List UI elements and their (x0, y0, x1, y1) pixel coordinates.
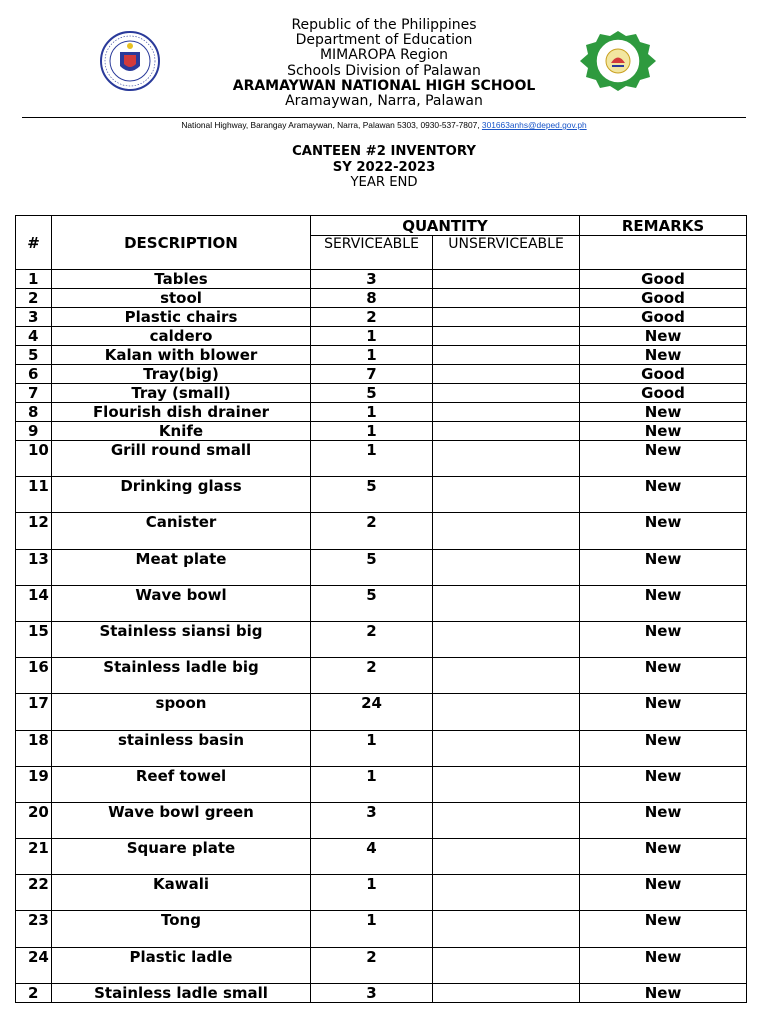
header-serviceable: SERVICEABLE (311, 236, 433, 270)
row-number: 2 (16, 289, 52, 308)
row-serviceable: 1 (311, 730, 433, 766)
table-row (16, 270, 747, 289)
row-remarks: New (580, 346, 747, 365)
row-serviceable: 5 (311, 549, 433, 585)
row-number: 15 (16, 621, 52, 657)
row-description: Kawali (52, 875, 311, 911)
row-unserviceable (433, 549, 580, 585)
table-row (16, 384, 747, 403)
row-unserviceable (433, 730, 580, 766)
row-number: 1 (16, 270, 52, 289)
row-remarks: New (580, 983, 747, 1002)
row-unserviceable (433, 513, 580, 549)
table-row (16, 403, 747, 422)
row-remarks: New (580, 947, 747, 983)
row-serviceable: 5 (311, 585, 433, 621)
row-serviceable: 8 (311, 289, 433, 308)
header-description: DESCRIPTION (52, 216, 311, 270)
header-line-division: Schools Division of Palawan (287, 62, 481, 79)
row-number: 13 (16, 549, 52, 585)
address-text: National Highway, Barangay Aramaywan, Narra, Palawan 5303, 0930-537-7807, (181, 120, 480, 130)
row-description: Stainless siansi big (52, 621, 311, 657)
row-description: Wave bowl green (52, 802, 311, 838)
row-number: 16 (16, 658, 52, 694)
row-remarks: New (580, 621, 747, 657)
document-title (0, 144, 768, 191)
row-number: 23 (16, 911, 52, 947)
row-remarks: Good (580, 308, 747, 327)
row-number: 5 (16, 346, 52, 365)
row-serviceable: 2 (311, 621, 433, 657)
row-number: 2 (16, 983, 52, 1002)
row-serviceable: 3 (311, 270, 433, 289)
row-number: 3 (16, 308, 52, 327)
row-remarks: New (580, 730, 747, 766)
table-row (16, 422, 747, 441)
row-serviceable: 1 (311, 422, 433, 441)
row-description: Kalan with blower (52, 346, 311, 365)
email-link[interactable]: 301663anhs@deped.gov.ph (481, 120, 587, 130)
row-serviceable: 1 (311, 346, 433, 365)
row-description: Tables (52, 270, 311, 289)
row-description: Stainless ladle big (52, 658, 311, 694)
row-description: caldero (52, 327, 311, 346)
table-row (16, 802, 747, 838)
row-serviceable: 24 (311, 694, 433, 730)
row-description: Knife (52, 422, 311, 441)
row-unserviceable (433, 911, 580, 947)
row-unserviceable (433, 694, 580, 730)
header-line-department: Department of Education (295, 32, 473, 49)
row-number: 4 (16, 327, 52, 346)
row-unserviceable (433, 441, 580, 477)
table-row (16, 513, 747, 549)
row-unserviceable (433, 365, 580, 384)
letterhead (0, 18, 768, 109)
table-row (16, 658, 747, 694)
row-unserviceable (433, 308, 580, 327)
row-remarks: New (580, 549, 747, 585)
table-row (16, 327, 747, 346)
table-row (16, 308, 747, 327)
table-row (16, 621, 747, 657)
row-description: Wave bowl (52, 585, 311, 621)
row-serviceable: 1 (311, 875, 433, 911)
table-row (16, 947, 747, 983)
row-remarks: New (580, 477, 747, 513)
table-row (16, 839, 747, 875)
row-unserviceable (433, 658, 580, 694)
row-unserviceable (433, 947, 580, 983)
header-unserviceable: UNSERVICEABLE (433, 236, 580, 270)
row-remarks: New (580, 403, 747, 422)
row-description: Grill round small (52, 441, 311, 477)
row-unserviceable (433, 422, 580, 441)
row-remarks: Good (580, 365, 747, 384)
title-period: YEAR END (350, 175, 418, 190)
row-description: Meat plate (52, 549, 311, 585)
header-divider (22, 117, 746, 118)
row-remarks: Good (580, 384, 747, 403)
row-serviceable: 1 (311, 403, 433, 422)
row-description: stainless basin (52, 730, 311, 766)
row-description: Tray(big) (52, 365, 311, 384)
table-row (16, 911, 747, 947)
table-row (16, 365, 747, 384)
row-serviceable: 5 (311, 384, 433, 403)
row-unserviceable (433, 585, 580, 621)
row-description: Reef towel (52, 766, 311, 802)
row-serviceable: 5 (311, 477, 433, 513)
row-serviceable: 1 (311, 441, 433, 477)
inventory-table (15, 215, 747, 1003)
row-unserviceable (433, 983, 580, 1002)
row-serviceable: 7 (311, 365, 433, 384)
row-serviceable: 3 (311, 983, 433, 1002)
table-row (16, 983, 747, 1002)
row-number: 17 (16, 694, 52, 730)
table-row (16, 477, 747, 513)
row-description: Drinking glass (52, 477, 311, 513)
table-row (16, 730, 747, 766)
title-school-year: SY 2022-2023 (332, 159, 436, 175)
school-name: ARAMAYWAN NATIONAL HIGH SCHOOL (232, 77, 536, 94)
table-row (16, 441, 747, 477)
header-line-region: MIMAROPA Region (319, 47, 449, 64)
row-remarks: New (580, 802, 747, 838)
row-unserviceable (433, 875, 580, 911)
row-number: 11 (16, 477, 52, 513)
table-row (16, 875, 747, 911)
table-row (16, 289, 747, 308)
row-remarks: New (580, 422, 747, 441)
row-remarks: New (580, 658, 747, 694)
row-number: 8 (16, 403, 52, 422)
row-number: 9 (16, 422, 52, 441)
row-number: 6 (16, 365, 52, 384)
school-location: Aramaywan, Narra, Palawan (285, 93, 483, 110)
row-unserviceable (433, 403, 580, 422)
row-unserviceable (433, 802, 580, 838)
row-remarks: Good (580, 289, 747, 308)
row-unserviceable (433, 346, 580, 365)
table-row (16, 346, 747, 365)
row-serviceable: 2 (311, 308, 433, 327)
row-description: Square plate (52, 839, 311, 875)
row-unserviceable (433, 621, 580, 657)
row-number: 12 (16, 513, 52, 549)
header-num: # (16, 216, 52, 270)
row-serviceable: 1 (311, 766, 433, 802)
row-number: 14 (16, 585, 52, 621)
row-unserviceable (433, 839, 580, 875)
row-description: Plastic ladle (52, 947, 311, 983)
row-serviceable: 2 (311, 513, 433, 549)
row-number: 20 (16, 802, 52, 838)
row-description: Flourish dish drainer (52, 403, 311, 422)
row-unserviceable (433, 766, 580, 802)
row-remarks: New (580, 441, 747, 477)
row-description: Tray (small) (52, 384, 311, 403)
row-serviceable: 2 (311, 658, 433, 694)
row-remarks: New (580, 911, 747, 947)
title-inventory: CANTEEN #2 INVENTORY (292, 144, 476, 159)
header-line-republic: Republic of the Philippines (291, 17, 477, 33)
row-number: 22 (16, 875, 52, 911)
row-remarks: Good (580, 270, 747, 289)
row-remarks: New (580, 327, 747, 346)
row-unserviceable (433, 477, 580, 513)
table-row (16, 585, 747, 621)
row-remarks: New (580, 513, 747, 549)
row-serviceable: 3 (311, 802, 433, 838)
header-remarks: REMARKS (580, 216, 747, 236)
row-remarks: New (580, 694, 747, 730)
row-description: Canister (52, 513, 311, 549)
row-description: Stainless ladle small (52, 983, 311, 1002)
row-unserviceable (433, 270, 580, 289)
row-number: 18 (16, 730, 52, 766)
row-unserviceable (433, 327, 580, 346)
header-remarks-blank (580, 236, 747, 270)
table-row (16, 766, 747, 802)
row-serviceable: 4 (311, 839, 433, 875)
row-number: 19 (16, 766, 52, 802)
row-number: 21 (16, 839, 52, 875)
row-remarks: New (580, 875, 747, 911)
row-remarks: New (580, 839, 747, 875)
inventory-body (16, 270, 747, 1003)
row-description: stool (52, 289, 311, 308)
row-unserviceable (433, 289, 580, 308)
row-number: 10 (16, 441, 52, 477)
row-serviceable: 2 (311, 947, 433, 983)
row-number: 24 (16, 947, 52, 983)
row-number: 7 (16, 384, 52, 403)
header-quantity: QUANTITY (311, 216, 580, 236)
row-remarks: New (580, 585, 747, 621)
row-serviceable: 1 (311, 911, 433, 947)
row-description: Tong (52, 911, 311, 947)
table-row (16, 549, 747, 585)
row-remarks: New (580, 766, 747, 802)
row-serviceable: 1 (311, 327, 433, 346)
row-description: Plastic chairs (52, 308, 311, 327)
table-row (16, 694, 747, 730)
row-unserviceable (433, 384, 580, 403)
school-address (0, 120, 768, 130)
row-description: spoon (52, 694, 311, 730)
